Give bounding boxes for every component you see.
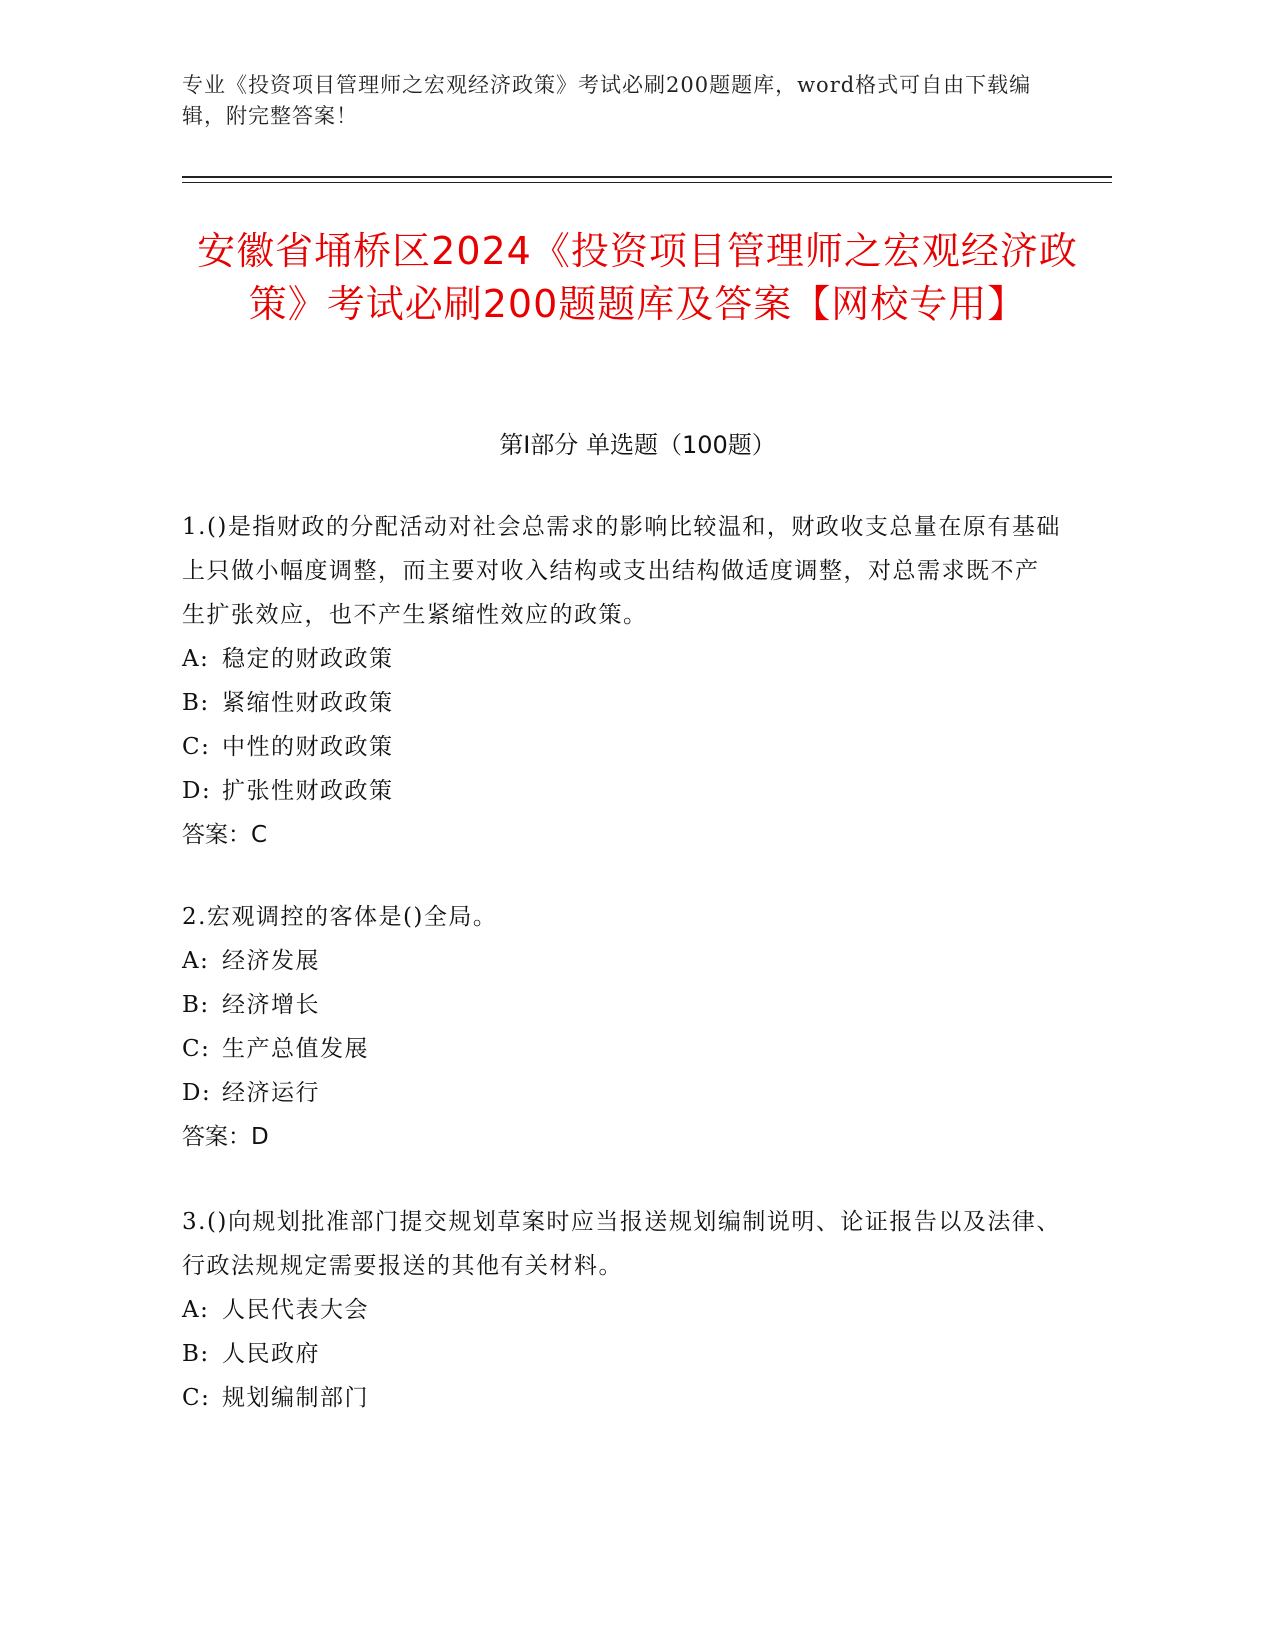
option-letter: A: <box>182 1297 210 1323</box>
option-text: 紧缩性财政政策 <box>222 690 394 716</box>
header-divider-thick <box>182 176 1112 178</box>
option-b <box>182 1332 1062 1376</box>
question-stem: 1.()是指财政的分配活动对社会总需求的影响比较温和，财政收支总量在原有基础上只做小幅度调整，而主要对收入结构或支出结构做适度调整，对总需求既不产生扩张效应，也不产生紧缩性效应的政策。 <box>182 514 1061 628</box>
document-header-note: 专业《投资项目管理师之宏观经济政策》考试必刷200题题库，word格式可自由下载编辑，附完整答案！ <box>182 73 1032 128</box>
document-title: 安徽省埇桥区2024《投资项目管理师之宏观经济政策》考试必刷200题题库及答案【网校专用】 <box>197 229 1078 326</box>
option-letter: A: <box>182 948 210 974</box>
option-text: 人民政府 <box>222 1341 320 1367</box>
option-a <box>182 637 1062 681</box>
option-text: 扩张性财政政策 <box>222 778 394 804</box>
option-b <box>182 983 1062 1027</box>
option-a <box>182 939 1062 983</box>
option-letter: D: <box>182 778 212 804</box>
option-letter: C: <box>182 1036 211 1062</box>
option-letter: C: <box>182 734 211 760</box>
question-3 <box>182 1200 1062 1420</box>
option-text: 人民代表大会 <box>222 1297 369 1323</box>
question-1 <box>182 505 1062 857</box>
option-letter: B: <box>182 1341 210 1367</box>
option-d <box>182 769 1062 813</box>
option-c <box>182 1376 1062 1420</box>
option-text: 中性的财政政策 <box>222 734 394 760</box>
question-stem: 3.()向规划批准部门提交规划草案时应当报送规划编制说明、论证报告以及法律、行政法规规定需要报送的其他有关材料。 <box>182 1209 1061 1279</box>
option-text: 经济发展 <box>222 948 320 974</box>
option-c <box>182 725 1062 769</box>
answer-line: 答案：C <box>182 822 268 848</box>
option-letter: B: <box>182 690 210 716</box>
option-text: 经济运行 <box>222 1080 320 1106</box>
question-2 <box>182 895 1062 1159</box>
option-text: 经济增长 <box>222 992 320 1018</box>
option-d <box>182 1071 1062 1115</box>
option-letter: B: <box>182 992 210 1018</box>
question-stem: 2.宏观调控的客体是()全局。 <box>182 904 498 930</box>
option-text: 稳定的财政政策 <box>222 646 394 672</box>
option-text: 生产总值发展 <box>222 1036 369 1062</box>
answer-line: 答案：D <box>182 1124 269 1150</box>
option-letter: C: <box>182 1385 211 1411</box>
option-a <box>182 1288 1062 1332</box>
section-heading: 第Ⅰ部分 单选题（100题） <box>499 431 776 459</box>
header-divider-thin <box>182 182 1112 183</box>
option-b <box>182 681 1062 725</box>
option-letter: A: <box>182 646 210 672</box>
option-text: 规划编制部门 <box>222 1385 369 1411</box>
option-letter: D: <box>182 1080 212 1106</box>
option-c <box>182 1027 1062 1071</box>
